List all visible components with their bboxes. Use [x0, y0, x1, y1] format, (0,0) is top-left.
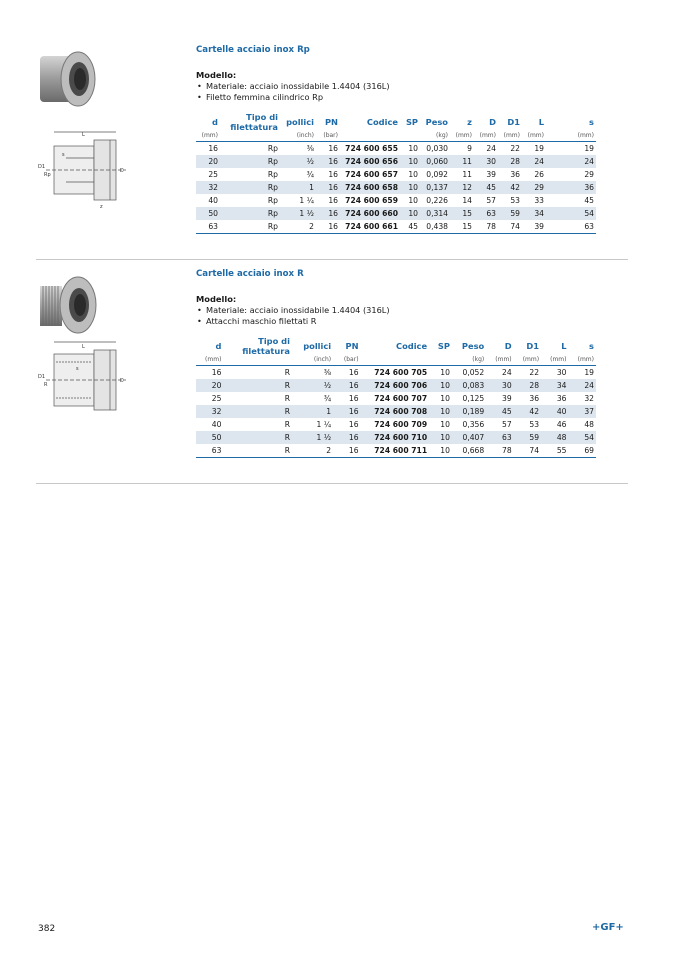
column-unit: (mm) [577, 356, 594, 363]
table-cell: 59 [514, 431, 541, 444]
product-photo-rp [36, 46, 100, 112]
table-cell: 1 ¼ [316, 420, 332, 429]
table-cell: 36 [556, 394, 567, 403]
table-cell: 40 [208, 196, 218, 205]
model-label: Modello: [196, 294, 237, 304]
table-cell: 54 [546, 207, 596, 220]
table-cell: 9 [450, 142, 474, 156]
table-cell: 10 [400, 155, 420, 168]
table-cell: 15 [450, 207, 474, 220]
table-cell: ¾ [306, 170, 314, 179]
column-header: pollici [303, 341, 332, 351]
column-header: SP [405, 117, 418, 127]
table-cell: 28 [498, 155, 522, 168]
drawing-label-D1: D1 [38, 164, 46, 170]
table-row [196, 168, 596, 181]
table-cell: 63 [196, 220, 220, 234]
section-rp-content [196, 44, 628, 234]
product-code-cell: 724 600 658 [340, 181, 400, 194]
table-cell: 26 [534, 170, 544, 179]
table-cell: 29 [522, 181, 546, 194]
product-code-cell: 724 600 706 [361, 379, 430, 392]
table-cell: 0,137 [420, 181, 450, 194]
product-code-cell: 724 600 657 [345, 170, 398, 179]
table-cell: 16 [196, 142, 220, 156]
table-cell: 10 [400, 181, 420, 194]
table-cell: 69 [569, 444, 597, 458]
table-cell: 22 [498, 142, 522, 156]
column-header: pollici [286, 117, 314, 127]
table-cell: Rp [220, 142, 280, 156]
column-unit: (inch) [296, 132, 314, 139]
table-cell: 53 [529, 420, 540, 429]
column-unit: (bar) [343, 356, 359, 363]
table-cell: 48 [584, 420, 594, 429]
bullet-item: • Filetto femmina cilindrico Rp [197, 92, 324, 102]
column-header: D1 [526, 341, 540, 351]
table-row [196, 220, 596, 234]
bullet-item: • Materiale: acciaio inossidabile 1.4404 (316L) [197, 81, 390, 91]
column-header: SP [437, 341, 450, 351]
table-cell: 16 [328, 170, 338, 179]
table-cell: ½ [292, 379, 333, 392]
section-title: Cartelle acciaio inox R [196, 269, 304, 279]
table-cell: 30 [541, 366, 568, 380]
table-cell: 16 [316, 207, 340, 220]
table-cell: 16 [196, 366, 223, 380]
table-cell: 10 [429, 431, 452, 444]
table-cell: 19 [522, 142, 546, 156]
column-unit: (inch) [313, 356, 332, 363]
table-cell: ¾ [323, 394, 332, 403]
drawing-label-D: D [120, 168, 124, 174]
product-photo-r [36, 272, 100, 338]
table-cell: 42 [498, 181, 522, 194]
model-label: Modello: [196, 70, 237, 80]
bullet-item: • Attacchi maschio filettati R [197, 316, 317, 326]
column-unit [429, 356, 452, 366]
table-row [196, 366, 596, 380]
column-unit [340, 132, 400, 142]
page-number: 382 [38, 924, 56, 934]
table-cell: 1 [292, 405, 333, 418]
table-cell: 2 [292, 444, 333, 458]
table-cell: 78 [474, 220, 498, 234]
column-header: Tipo di filettatura [230, 112, 278, 132]
table-cell: 16 [348, 420, 359, 429]
table-row [196, 392, 596, 405]
technical-drawing-rp [36, 128, 156, 210]
table-row [196, 155, 596, 168]
gf-logo: +GF+ [592, 922, 624, 933]
table-cell: 0,407 [452, 431, 486, 444]
table-cell: 11 [462, 170, 472, 179]
table-row [196, 418, 596, 431]
table-cell: 14 [462, 196, 472, 205]
table-cell: 1 [280, 181, 316, 194]
table-cell: 0,083 [452, 379, 486, 392]
column-unit: (kg) [472, 356, 485, 363]
section-divider [36, 259, 628, 260]
table-cell: 1 ½ [292, 431, 333, 444]
table-cell: 10 [400, 207, 420, 220]
table-row [196, 142, 596, 156]
column-header: Peso [425, 117, 448, 127]
table-cell: 22 [514, 366, 541, 380]
table-cell: 36 [529, 394, 540, 403]
table-cell: ⅜ [292, 366, 333, 380]
table-cell: 0,125 [462, 394, 485, 403]
column-unit: (mm) [527, 132, 544, 139]
table-cell: 10 [440, 394, 450, 403]
table-cell: 19 [569, 366, 597, 380]
column-header: s [589, 117, 594, 127]
table-cell: 50 [196, 207, 220, 220]
table-cell: 16 [333, 431, 360, 444]
column-header: d [212, 117, 218, 127]
drawing-label-D: D [120, 378, 124, 384]
product-code-cell: 724 600 659 [345, 196, 398, 205]
column-unit: (mm) [577, 132, 594, 139]
technical-drawing-r [36, 338, 156, 420]
column-unit [361, 356, 430, 366]
product-code-cell: 724 600 711 [361, 444, 430, 458]
drawing-label-Rp: Rp [44, 172, 51, 178]
product-code-cell: 724 600 661 [340, 220, 400, 234]
table-cell: 16 [333, 366, 360, 380]
table-cell: 24 [546, 155, 596, 168]
table-row [196, 194, 596, 207]
column-unit [223, 356, 292, 366]
column-header: Codice [366, 117, 398, 127]
product-code-cell: 724 600 708 [361, 405, 430, 418]
column-header: Tipo di filettatura [242, 336, 290, 356]
table-cell: R [223, 444, 292, 458]
product-code-cell: 724 600 709 [374, 420, 428, 429]
table-cell: 32 [584, 394, 594, 403]
table-cell: 55 [541, 444, 568, 458]
table-cell: 45 [486, 405, 513, 418]
table-cell: 0,092 [426, 170, 448, 179]
column-unit: (mm) [503, 132, 520, 139]
table-row [196, 207, 596, 220]
product-code-cell: 724 600 660 [340, 207, 400, 220]
table-cell: 16 [333, 405, 360, 418]
column-unit: (mm) [479, 132, 496, 139]
table-cell: 57 [486, 196, 496, 205]
drawing-label-L: L [82, 344, 85, 350]
table-cell: 33 [534, 196, 544, 205]
table-cell: 16 [316, 181, 340, 194]
product-code-cell: 724 600 710 [361, 431, 430, 444]
table-cell: 12 [450, 181, 474, 194]
product-table-r [196, 336, 596, 458]
drawing-label-L: L [82, 132, 85, 138]
table-cell: 63 [474, 207, 498, 220]
table-cell: 16 [348, 394, 359, 403]
table-cell: Rp [220, 155, 280, 168]
table-row [196, 181, 596, 194]
table-cell: 16 [328, 196, 338, 205]
table-cell: 74 [514, 444, 541, 458]
table-cell: 20 [196, 379, 223, 392]
drawing-label-s: s [62, 152, 65, 158]
table-cell: 0,314 [420, 207, 450, 220]
table-cell: 10 [440, 420, 450, 429]
column-header: PN [324, 117, 338, 127]
column-unit: (mm) [205, 356, 222, 363]
drawing-label-s: s [76, 366, 79, 372]
table-cell: 0,438 [420, 220, 450, 234]
table-cell: 2 [280, 220, 316, 234]
table-cell: 63 [196, 444, 223, 458]
table-cell: 28 [514, 379, 541, 392]
column-header: Codice [395, 341, 428, 351]
column-header: PN [345, 341, 359, 351]
column-header: Peso [461, 341, 485, 351]
column-header: D1 [507, 117, 520, 127]
column-unit: (mm) [522, 356, 540, 363]
table-cell: 0,356 [462, 420, 485, 429]
product-code-cell: 724 600 705 [361, 366, 430, 380]
table-header-row [196, 112, 596, 132]
table-cell: 1 ½ [280, 207, 316, 220]
column-unit: (mm) [495, 356, 512, 363]
table-cell: 45 [474, 181, 498, 194]
column-header: L [538, 117, 544, 127]
table-cell: 78 [486, 444, 513, 458]
table-cell: 54 [569, 431, 597, 444]
product-code-cell: 724 600 707 [374, 394, 428, 403]
table-cell: 16 [316, 220, 340, 234]
table-cell: 29 [584, 170, 594, 179]
table-cell: Rp [220, 220, 280, 234]
column-header: s [589, 341, 594, 351]
table-cell: 30 [486, 379, 513, 392]
column-unit: (mm) [550, 356, 567, 363]
table-cell: 24 [522, 155, 546, 168]
table-row [196, 379, 596, 392]
column-unit: (kg) [436, 132, 448, 139]
column-unit: (bar) [323, 132, 338, 139]
table-cell: 24 [474, 142, 498, 156]
table-cell: Rp [220, 207, 280, 220]
table-cell: 24 [486, 366, 513, 380]
column-header: z [467, 117, 472, 127]
table-cell: 48 [541, 431, 568, 444]
table-cell: 10 [429, 366, 452, 380]
bullet-item: • Materiale: acciaio inossidabile 1.4404 (316L) [197, 305, 390, 315]
table-cell: 10 [429, 405, 452, 418]
table-cell: 45 [400, 220, 420, 234]
drawing-label-R: R [44, 382, 48, 388]
column-unit: (mm) [201, 132, 218, 139]
table-cell: 0,668 [452, 444, 486, 458]
table-cell: 0,060 [420, 155, 450, 168]
product-code-cell: 724 600 655 [340, 142, 400, 156]
drawing-label-D1: D1 [38, 374, 46, 380]
table-unit-row [196, 356, 596, 366]
column-header: L [561, 341, 567, 351]
table-cell: 36 [546, 181, 596, 194]
table-cell: 0,052 [452, 366, 486, 380]
section-divider [36, 483, 628, 484]
table-cell: 39 [501, 394, 512, 403]
table-cell: 34 [541, 379, 568, 392]
column-header: d [215, 341, 222, 351]
table-cell: R [223, 379, 292, 392]
table-unit-row [196, 132, 596, 142]
table-cell: 16 [316, 142, 340, 156]
table-cell: 0,226 [426, 196, 448, 205]
table-row [196, 444, 596, 458]
table-cell: R [223, 405, 292, 418]
product-table-rp [196, 112, 596, 234]
section-title: Cartelle acciaio inox Rp [196, 45, 310, 55]
table-cell: 74 [498, 220, 522, 234]
table-cell: 50 [196, 431, 223, 444]
table-cell: 53 [510, 196, 520, 205]
table-row [196, 431, 596, 444]
table-cell: 34 [522, 207, 546, 220]
column-unit: (mm) [455, 132, 472, 139]
table-cell: Rp [267, 170, 278, 179]
table-cell: R [223, 431, 292, 444]
table-cell: 25 [211, 394, 222, 403]
table-cell: 45 [584, 196, 594, 205]
product-code-cell: 724 600 656 [340, 155, 400, 168]
table-cell: 16 [333, 444, 360, 458]
table-cell: 39 [522, 220, 546, 234]
table-cell: 40 [541, 405, 568, 418]
table-cell: 16 [316, 155, 340, 168]
table-cell: Rp [220, 181, 280, 194]
table-cell: ⅜ [280, 142, 316, 156]
table-cell: 20 [196, 155, 220, 168]
table-cell: R [284, 394, 290, 403]
table-cell: 16 [333, 379, 360, 392]
column-header: D [504, 341, 512, 351]
table-cell: ½ [280, 155, 316, 168]
table-cell: 36 [510, 170, 520, 179]
drawing-label-z: z [100, 204, 103, 210]
table-cell: 32 [196, 405, 223, 418]
table-cell: R [284, 420, 290, 429]
table-cell: Rp [267, 196, 278, 205]
table-cell: 25 [208, 170, 218, 179]
table-cell: 10 [408, 196, 418, 205]
table-cell: 39 [486, 170, 496, 179]
column-header: D [489, 117, 496, 127]
table-header-row [196, 336, 596, 356]
table-row [196, 405, 596, 418]
table-cell: 59 [498, 207, 522, 220]
column-unit [220, 132, 280, 142]
table-cell: R [223, 366, 292, 380]
table-cell: 15 [450, 220, 474, 234]
table-cell: 0,030 [420, 142, 450, 156]
table-cell: 63 [486, 431, 513, 444]
table-cell: 10 [429, 379, 452, 392]
table-cell: 32 [196, 181, 220, 194]
table-cell: 42 [514, 405, 541, 418]
table-cell: 24 [569, 379, 597, 392]
table-cell: 11 [450, 155, 474, 168]
table-cell: 19 [546, 142, 596, 156]
table-cell: 1 ¼ [299, 196, 314, 205]
table-cell: 37 [569, 405, 597, 418]
table-cell: 0,189 [452, 405, 486, 418]
table-cell: 57 [501, 420, 512, 429]
section-r-content [196, 268, 628, 458]
table-cell: 10 [429, 444, 452, 458]
column-unit [400, 132, 420, 142]
table-cell: 63 [546, 220, 596, 234]
table-cell: 10 [400, 142, 420, 156]
table-cell: 10 [408, 170, 418, 179]
table-cell: 46 [556, 420, 567, 429]
table-cell: 40 [211, 420, 222, 429]
table-cell: 30 [474, 155, 498, 168]
